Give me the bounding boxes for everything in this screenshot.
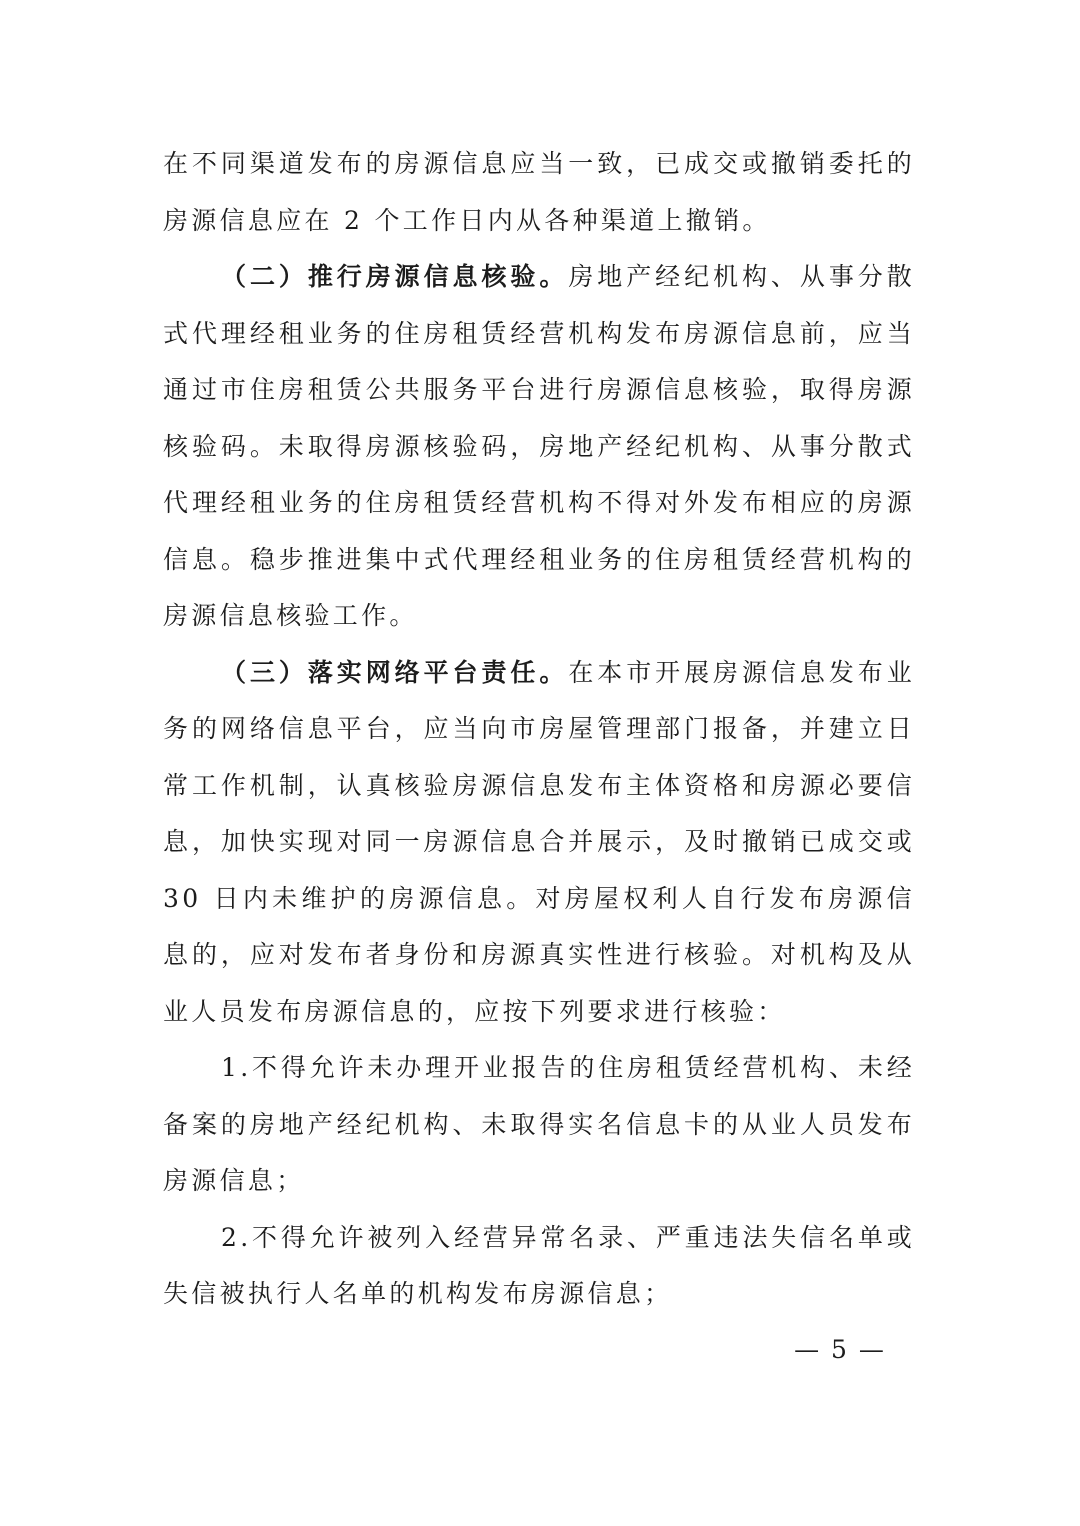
paragraph-continuation	[163, 136, 915, 249]
paragraph-verification	[163, 249, 915, 645]
paragraph-text: 在不同渠道发布的房源信息应当一致，已成交或撤销委托的房源信息应在 2 个工作日内从各种渠道上撤销。	[163, 149, 915, 235]
section-heading: （二）推行房源信息核验。	[221, 262, 569, 291]
list-item-text: 2.不得允许被列入经营异常名录、严重违法失信名单或失信被执行人名单的机构发布房源信息；	[163, 1222, 915, 1308]
list-item-text: 1.不得允许未办理开业报告的住房租赁经营机构、未经备案的房地产经纪机构、未取得实名信息卡的从业人员发布房源信息；	[163, 1053, 915, 1195]
list-item-2	[163, 1210, 915, 1323]
body-text	[163, 136, 927, 1323]
paragraph-platform-responsibility	[163, 645, 927, 1041]
section-heading: （三）落实网络平台责任。	[221, 657, 569, 687]
list-item-1	[163, 1040, 915, 1210]
paragraph-text: 在本市开展房源信息发布业务的网络信息平台，应当向市房屋管理部门报备，并建立日常工作机制，认真核验房源信息发布主体资格和房源必要信息，加快实现对同一房源信息合并展示，及时撤销已成交或 30 日内未维护的房源信息。对房屋权利人自行发布房源信息的，应对发布者身份和房源真实性进行核验。对机构及从业人员发布房源信息的，应按下列要求进行核验：	[163, 657, 927, 1026]
paragraph-text: 房地产经纪机构、从事分散式代理经租业务的住房租赁经营机构发布房源信息前，应当通过市住房租赁公共服务平台进行房源信息核验，取得房源核验码。未取得房源核验码，房地产经纪机构、从事分散式代理经租业务的住房租赁经营机构不得对外发布相应的房源信息。稳步推进集中式代理经租业务的住房租赁经营机构的房源信息核验工作。	[163, 262, 915, 630]
page-number: — 5 —	[794, 1335, 886, 1364]
